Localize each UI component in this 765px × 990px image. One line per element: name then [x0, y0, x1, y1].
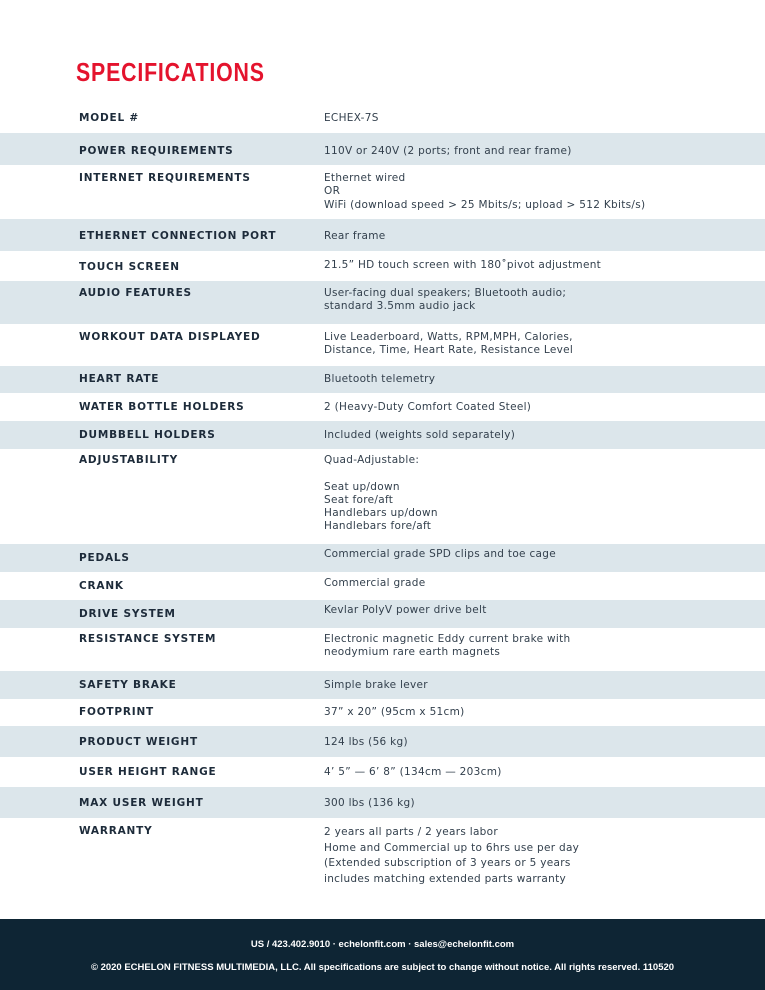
footer — [0, 919, 765, 990]
spec-row-crank — [0, 572, 765, 600]
spec-value: Kevlar PolyV power drive belt — [324, 604, 487, 616]
spec-row-max-user-weight — [0, 787, 765, 818]
spec-value: Ethernet wired OR WiFi (download speed > 25 Mbits/s; upload > 512 Kbits/s) — [324, 172, 646, 211]
spec-row-safety-brake — [0, 671, 765, 699]
spec-row-warranty — [0, 818, 765, 888]
spec-label: SAFETY BRAKE — [79, 679, 177, 691]
spec-value: Commercial grade SPD clips and toe cage — [324, 548, 556, 560]
spec-label: WORKOUT DATA DISPLAYED — [79, 331, 261, 343]
spec-label: TOUCH SCREEN — [79, 261, 180, 273]
spec-row-audio — [0, 281, 765, 324]
spec-value: 21.5” HD touch screen with 180˚pivot adjustment — [324, 259, 602, 271]
spec-value: 37” x 20” (95cm x 51cm) — [324, 706, 465, 718]
spec-label: HEART RATE — [79, 373, 160, 385]
spec-row-touchscreen — [0, 251, 765, 281]
spec-value: Bluetooth telemetry — [324, 373, 436, 385]
footer-legal: © 2020 ECHELON FITNESS MULTIMEDIA, LLC. All specifications are subject to change without notice. All rights reserved. 110520 — [90, 962, 675, 973]
spec-row-pedals — [0, 544, 765, 572]
spec-value: 2 (Heavy-Duty Comfort Coated Steel) — [324, 401, 532, 413]
spec-label: POWER REQUIREMENTS — [79, 145, 234, 157]
spec-row-dumbbell — [0, 421, 765, 449]
spec-row-power — [0, 133, 765, 165]
spec-label: PEDALS — [79, 552, 130, 564]
spec-row-drive-system — [0, 600, 765, 628]
spec-value: 124 lbs (56 kg) — [324, 736, 408, 748]
spec-label: CRANK — [79, 580, 124, 592]
spec-label: INTERNET REQUIREMENTS — [79, 172, 251, 184]
spec-row-water-bottle — [0, 393, 765, 421]
spec-row-user-height — [0, 757, 765, 787]
spec-value: Simple brake lever — [324, 679, 428, 691]
spec-value: Live Leaderboard, Watts, RPM,MPH, Calories, Distance, Time, Heart Rate, Resistance Level — [324, 331, 574, 357]
spec-label: USER HEIGHT RANGE — [79, 766, 217, 778]
spec-row-model — [0, 104, 765, 133]
spec-label: MAX USER WEIGHT — [79, 797, 204, 809]
spec-value: 300 lbs (136 kg) — [324, 797, 415, 809]
spec-label: DUMBBELL HOLDERS — [79, 429, 216, 441]
page-title: SPECIFICATIONS — [76, 57, 265, 87]
footer-contact: US / 423.402.9010 · echelonfit.com · sales@echelonfit.com — [250, 939, 515, 950]
spec-row-internet — [0, 165, 765, 219]
spec-label: DRIVE SYSTEM — [79, 608, 176, 620]
spec-label: AUDIO FEATURES — [79, 287, 192, 299]
spec-row-footprint — [0, 699, 765, 726]
spec-label: RESISTANCE SYSTEM — [79, 633, 217, 645]
spec-label: ADJUSTABILITY — [79, 454, 178, 466]
spec-label: WATER BOTTLE HOLDERS — [79, 401, 245, 413]
spec-value: 110V or 240V (2 ports; front and rear frame) — [324, 145, 572, 157]
spec-label: FOOTPRINT — [79, 706, 155, 718]
spec-value: Quad-Adjustable: Seat up/down Seat fore/aft Handlebars up/down Handlebars fore/aft — [324, 454, 438, 533]
spec-value: 2 years all parts / 2 years labor Home and Commercial up to 6hrs use per day (Extended subscription of 3 years or 5 years includes matching extended parts warranty — [324, 826, 580, 885]
spec-row-workout-data — [0, 324, 765, 366]
spec-value: Commercial grade — [324, 577, 426, 589]
spec-row-resistance-system — [0, 628, 765, 671]
spec-value: ECHEX-7S — [324, 112, 379, 124]
spec-value: Included (weights sold separately) — [324, 429, 516, 441]
spec-row-ethernet — [0, 219, 765, 251]
spec-value: 4’ 5” — 6’ 8” (134cm — 203cm) — [324, 766, 502, 778]
spec-label: ETHERNET CONNECTION PORT — [79, 230, 277, 242]
spec-label: PRODUCT WEIGHT — [79, 736, 198, 748]
spec-row-adjustability — [0, 449, 765, 544]
spec-value: Electronic magnetic Eddy current brake with neodymium rare earth magnets — [324, 633, 571, 659]
spec-label: MODEL # — [79, 112, 140, 124]
spec-row-product-weight — [0, 726, 765, 757]
spec-value: Rear frame — [324, 230, 386, 242]
spec-value: User-facing dual speakers; Bluetooth audio; standard 3.5mm audio jack — [324, 287, 567, 313]
spec-row-heart-rate — [0, 366, 765, 393]
spec-label: WARRANTY — [79, 825, 153, 837]
